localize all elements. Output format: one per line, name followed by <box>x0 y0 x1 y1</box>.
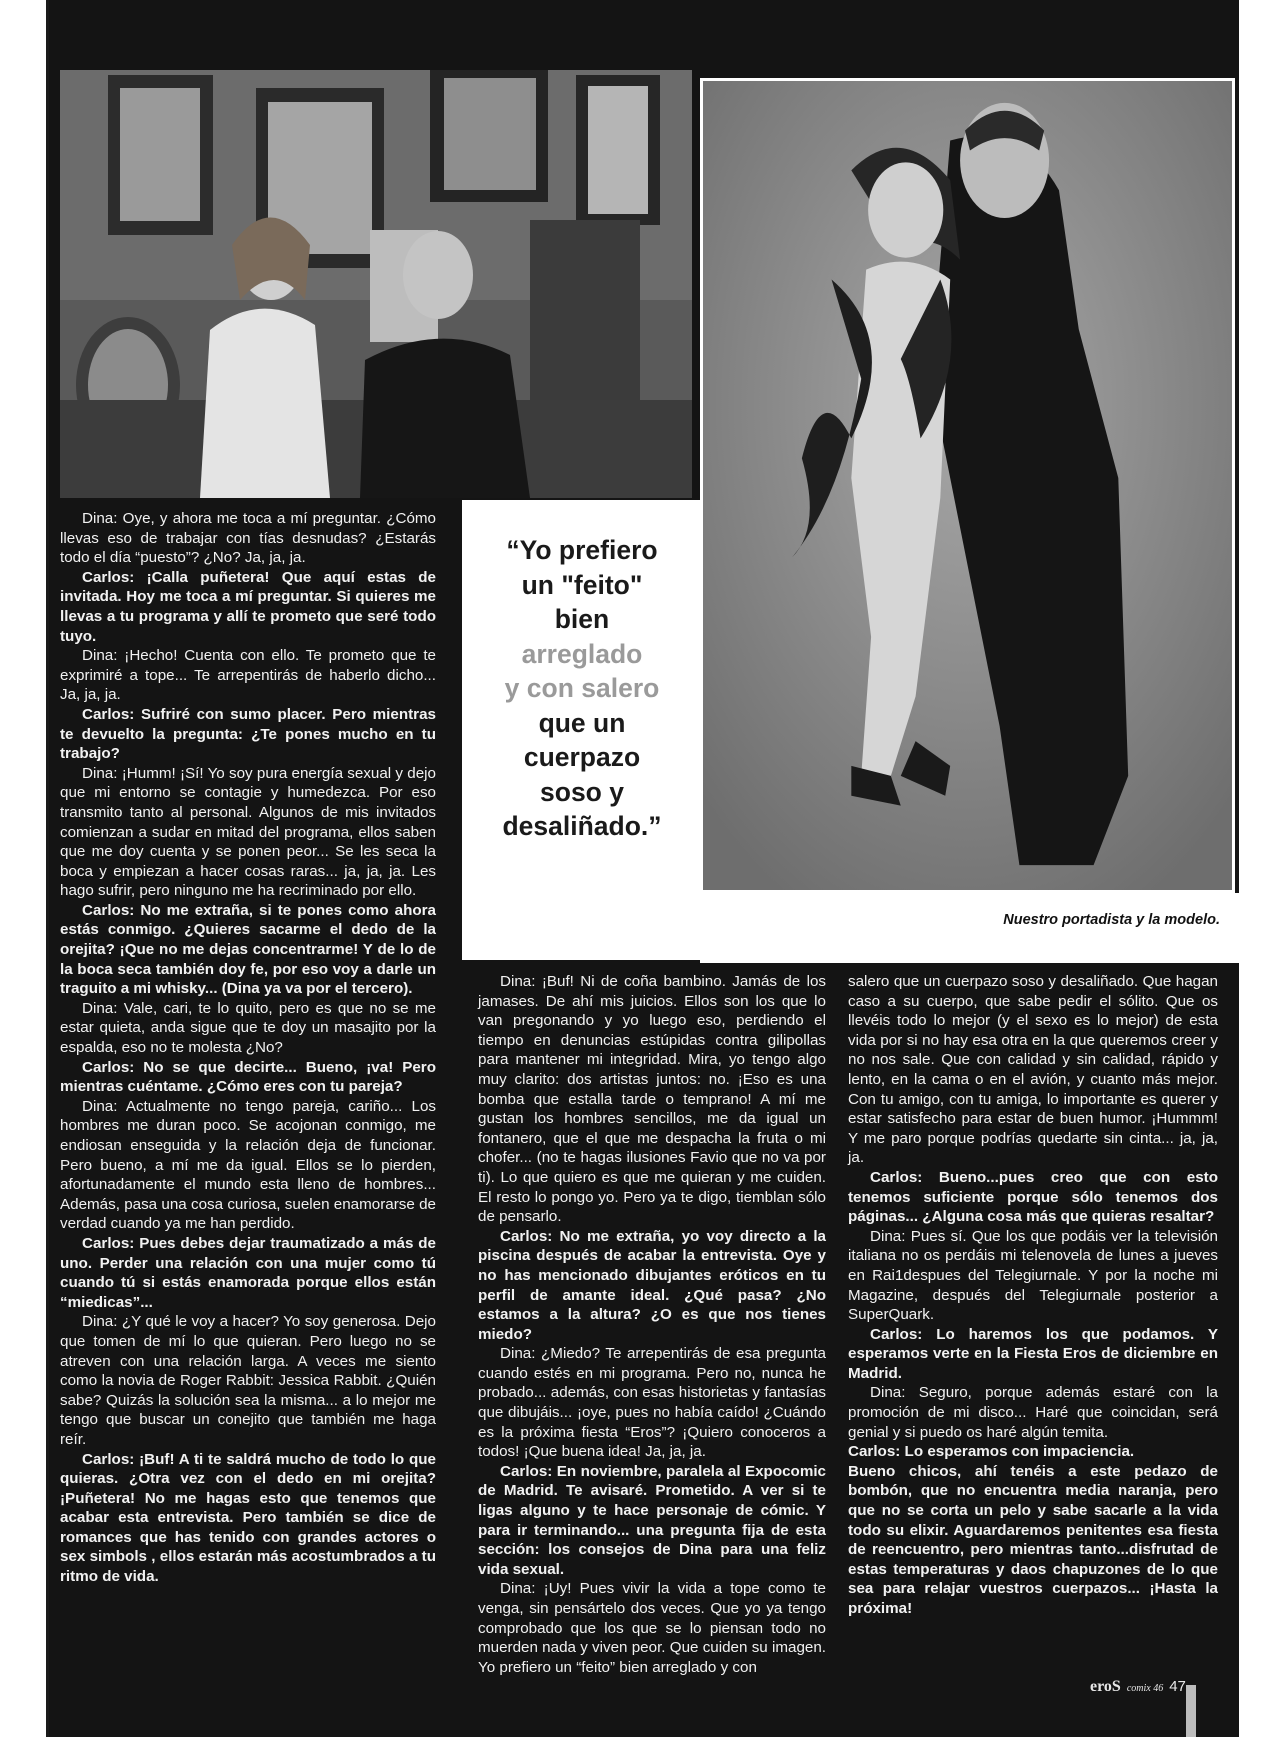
text-run: Carlos: Pues debes dejar traumatizado a más de uno. Perder una relación con una mujer como tú cuando tú si estás enamorada porque ellos están “miedicas”... <box>60 1234 436 1311</box>
text-run: Seguro, porque además estaré con la promoción de mi disco... Haré que coincidan, será genial y si puedo os haré algún temita. <box>848 1384 1218 1441</box>
text-run: Carlos: ¡Buf! A ti te saldrá mucho de todo lo que quieras. ¿Otra vez con el dedo en mi orejita? ¡Puñetera! No me hagas esto que tenemos que acabar esta entrevista. Pero también se dice de romances que has tenido con grandes actores o <box>60 1450 436 1546</box>
text-run: Actualmente no tengo pareja, cariño... Los hombres me duran poco. Se acojonan conmigo, me endiosan enseguida y la relación deja de funcionar. Pero bueno, a mí me da igual. Ellos se lo pierden, afortunadamente el mundo esta lleno de hombres... Además, pasa una cosa curiosa, suelen enamorarse de verdad cuando ya me han perdido. <box>60 1097 436 1233</box>
caption-panel <box>700 893 1239 963</box>
interview-paragraph <box>60 1097 436 1234</box>
text-run: Carlos: No me extraña, yo voy directo a la piscina después de acabar la entrevista. Oye y no has mencionado dibujantes eróticos en tu perfil de amante ideal. ¿Qué pasa? ¿No estamos a la altura? ¿O es que nos tienes miedo? <box>478 1227 826 1343</box>
photo-caption: Nuestro portadista y la modelo. <box>1003 912 1220 928</box>
text-run: Dina: <box>500 1580 544 1598</box>
interview-paragraph <box>848 1168 1218 1227</box>
text-run: salero que un cuerpazo soso y desaliñado. Que hagan caso a su cuerpo, que sabe pedir el sólito. Que os llevéis todo lo mejor (y el sexo es lo mejor) de esta vida por si no hay esa otra en la que queremos creer y no nos sale. Que con calidad y sin calidad, rápido y lento, en la cama o en el avión, y cuanto más mejor. Con tu amigo, con tu amiga, lo importante es querer y estar satisfecho para estar de buen humor. ¡Hummm! Y me paro porque podrías quedarte sin cinta... ja, ja, ja. <box>848 973 1218 1167</box>
text-run: Carlos: En noviembre, paralela al Expocomic de Madrid. Te avisaré. Prometido. A ver si te ligas alguno y te hace personaje de cómic. Y para ir terminando... una pregunta fija de esta sección: los consejos de Dina para una feliz vida sexual. <box>478 1462 826 1578</box>
interview-paragraph <box>848 1442 1218 1462</box>
text-run: ¡Humm! ¡Sí! Yo soy pura energía sexual y dejo que mi entorno se contagie y humedezca. Por eso transmito tanto al personal. Algunos de mis invitados comienzan a sudar en mitad del programa, ellos saben que me doy cuenta y se ponen peor... Se les seca la boca y empiezan a hacer cosas raras... ja, ja, ja. Les hago sufrir, pero ninguno me ha recriminado por ello. <box>60 764 436 900</box>
text-run: Dina: <box>82 647 125 665</box>
interview-paragraph <box>60 705 436 764</box>
text-run: Dina: <box>500 1345 542 1363</box>
text-run: Dina: <box>82 764 122 782</box>
footer-bar <box>1186 1685 1196 1737</box>
interview-paragraph <box>60 999 436 1058</box>
page-number: 47 <box>1169 1678 1186 1695</box>
interview-paragraph <box>848 1383 1218 1442</box>
text-run: Carlos: Lo haremos los que podamos. Y esperamos verte en la Fiesta Eros de diciembre en Madrid. <box>848 1325 1218 1382</box>
page-footer <box>1090 1678 1186 1696</box>
magazine-logo: eroS <box>1090 1678 1121 1695</box>
interview-column-1 <box>60 509 436 1587</box>
text-run: Carlos: Sufriré con sumo placer. Pero mientras te devuelto la pregunta: ¿Te pones mucho en tu trabajo? <box>60 705 436 763</box>
pull-quote-dark-start: “Yo prefiero un "feito" bien <box>506 535 658 634</box>
interview-paragraph <box>60 1312 436 1449</box>
interview-paragraph <box>478 1227 826 1345</box>
interview-paragraph <box>60 764 436 901</box>
interview-paragraph <box>60 509 436 568</box>
interview-paragraph <box>848 1325 1218 1384</box>
text-run: , ellos estarán más acostumbrados a tu ritmo de vida. <box>60 1548 436 1586</box>
studio-photo-standing-pair <box>700 78 1235 893</box>
interview-paragraph <box>60 1450 436 1587</box>
pull-quote-grey: arreglado y con salero <box>504 638 660 703</box>
interview-paragraph <box>60 1234 436 1312</box>
text-run: Vale, cari, te lo quito, pero es que no se me estar quieta, anda sigue que te doy un masajito por la espalda, eso no te molesta ¿No? <box>60 999 436 1057</box>
text-run: Dina: <box>82 999 124 1017</box>
interview-column-2 <box>478 972 826 1677</box>
interview-paragraph <box>478 1344 826 1462</box>
interview-column-3 <box>848 972 1218 1619</box>
text-run: Carlos: ¡Calla puñetera! Que aquí estas de invitada. Hoy me toca a mí preguntar. Si quieres me llevas a tu programa y allí te prometo que seré todo tuyo. <box>60 568 436 645</box>
text-run: Pues sí. Que los que podáis ver la televisión italiana no os perdáis mi telenovela de lunes a jueves en Rai1despues del Telegiurnale. Y por la noche mi Magazine, después del Telegiurnale posterior a SuperQuark. <box>848 1227 1218 1324</box>
text-run: ¡Buf! Ni de coña bambino. Jamás de los jamases. De ahí mis juicios. Ellos son los que lo van pregonando y yo luego eso, perdiendo el tiempo en denuncias estúpidas contra gilipollas para mantener mi integridad. Mira, yo tengo algo muy clarito: dos artistas juntos: no. ¡Eso es una bomba que estalla tarde o temprano! A mí me gustan los hombres sencillos, me da igual un fontanero, que el que me despacha la fruta o mi chofer... (no te hagas ilusiones Favio que no va por ti). Lo que quiero es que me quieran y me cuiden. El resto lo pongo yo. Pero ya te digo, tiemblan sólo de pensarlo. <box>478 973 826 1226</box>
page-right-margin <box>1239 0 1280 1737</box>
text-run: Dina: <box>82 1313 122 1331</box>
pull-quote-dark-end: que un cuerpazo soso y desaliñado.” <box>502 707 662 841</box>
interview-paragraph <box>478 972 826 1227</box>
pull-quote <box>470 533 694 844</box>
interview-paragraph <box>60 901 436 999</box>
text-run: sex simbols <box>60 1548 147 1566</box>
text-run: Bueno chicos, ahí tenéis a este pedazo de bombón, que no encuentra media naranja, pero que no se corta un pelo y sabe sacarle a la vida todo su elixir. Aguardaremos penitentes esa fiesta de reencuentro, pero mientras tanto...disfrutad de estas temperaturas y daos chapuzones de lo que sea para relajar vuestros cuerpazos... ¡Hasta la próxima! <box>848 1462 1218 1617</box>
text-run: Carlos: Lo esperamos con impaciencia. <box>848 1443 1135 1461</box>
text-run: Dina: <box>500 973 542 990</box>
text-run: Oye, y ahora me toca a mí preguntar. ¿Cómo llevas eso de trabajar con tías desnudas? ¿Estarás todo el día “puesto”? ¿No? Ja, ja, ja. <box>60 510 436 567</box>
text-run: ¡Uy! Pues vivir la vida a tope como te venga, sin pensártelo dos veces. Que yo ya tengo comprobado que los que se lo piensan todo no muerden nada y viven peor. Que cuiden su imagen. Yo prefiero un “feito” bien arreglado y con <box>478 1580 826 1676</box>
text-run: Dina: <box>82 1097 126 1115</box>
page-left-margin <box>0 0 46 1737</box>
text-run: Dina: <box>870 1384 919 1402</box>
text-run: Carlos: No se que decirte... Bueno, ¡va! Pero mientras cuéntame. ¿Cómo eres con tu pareja? <box>60 1058 436 1096</box>
interview-paragraph <box>848 1462 1218 1619</box>
text-run: Carlos: Bueno...pues creo que con esto tenemos suficiente porque sólo tenemos dos páginas... ¿Alguna cosa más que quieras resaltar? <box>848 1168 1218 1226</box>
text-run: ¿Miedo? Te arrepentirás de esa pregunta cuando estés en mi programa. Pero no, nunca he probado... además, con esas historietas y fantasías que dibujáis... ¡oye, pues no había caído! ¿Cuándo es la próxima fiesta “Eros”? ¡Quiero conoceros a todos! ¡Que buena idea! Ja, ja, ja. <box>478 1345 826 1461</box>
interview-paragraph <box>60 1058 436 1097</box>
interview-paragraph <box>848 972 1218 1168</box>
text-run: ¿Y qué le voy a hacer? Yo soy generosa. Dejo que tomen de mí lo que quieran. Pero luego no se atreven con una relación larga. A veces me siento como la novia de Roger Rabbit: Jessica Rabbit. ¿Quién sabe? Quizás la solución sea la misma... a lo mejor me tengo que buscar un conejito que también me haga reír. <box>60 1313 436 1448</box>
interview-paragraph <box>60 568 436 646</box>
interview-paragraph <box>478 1579 826 1677</box>
text-run: ¡Hecho! Cuenta con ello. Te prometo que te exprimiré a tope... Te arrepentirás de haberlo dicho... Ja, ja, ja. <box>60 647 436 704</box>
magazine-issue: comix 46 <box>1126 1683 1164 1694</box>
interview-paragraph <box>60 646 436 705</box>
text-run: Carlos: No me extraña, si te pones como ahora estás conmigo. ¿Quieres sacarme el dedo de la orejita? ¡Que no me dejas concentrarme! Y de lo de la boca seca también doy fe, por eso voy a darle un traguito a mi whisky... (Dina ya va por el tercero). <box>60 901 436 998</box>
text-run: Dina: <box>82 510 123 527</box>
text-run: Dina: <box>870 1227 911 1245</box>
interview-paragraph <box>848 1227 1218 1325</box>
interview-paragraph <box>478 1462 826 1580</box>
studio-photo-seated-pair <box>60 70 692 498</box>
